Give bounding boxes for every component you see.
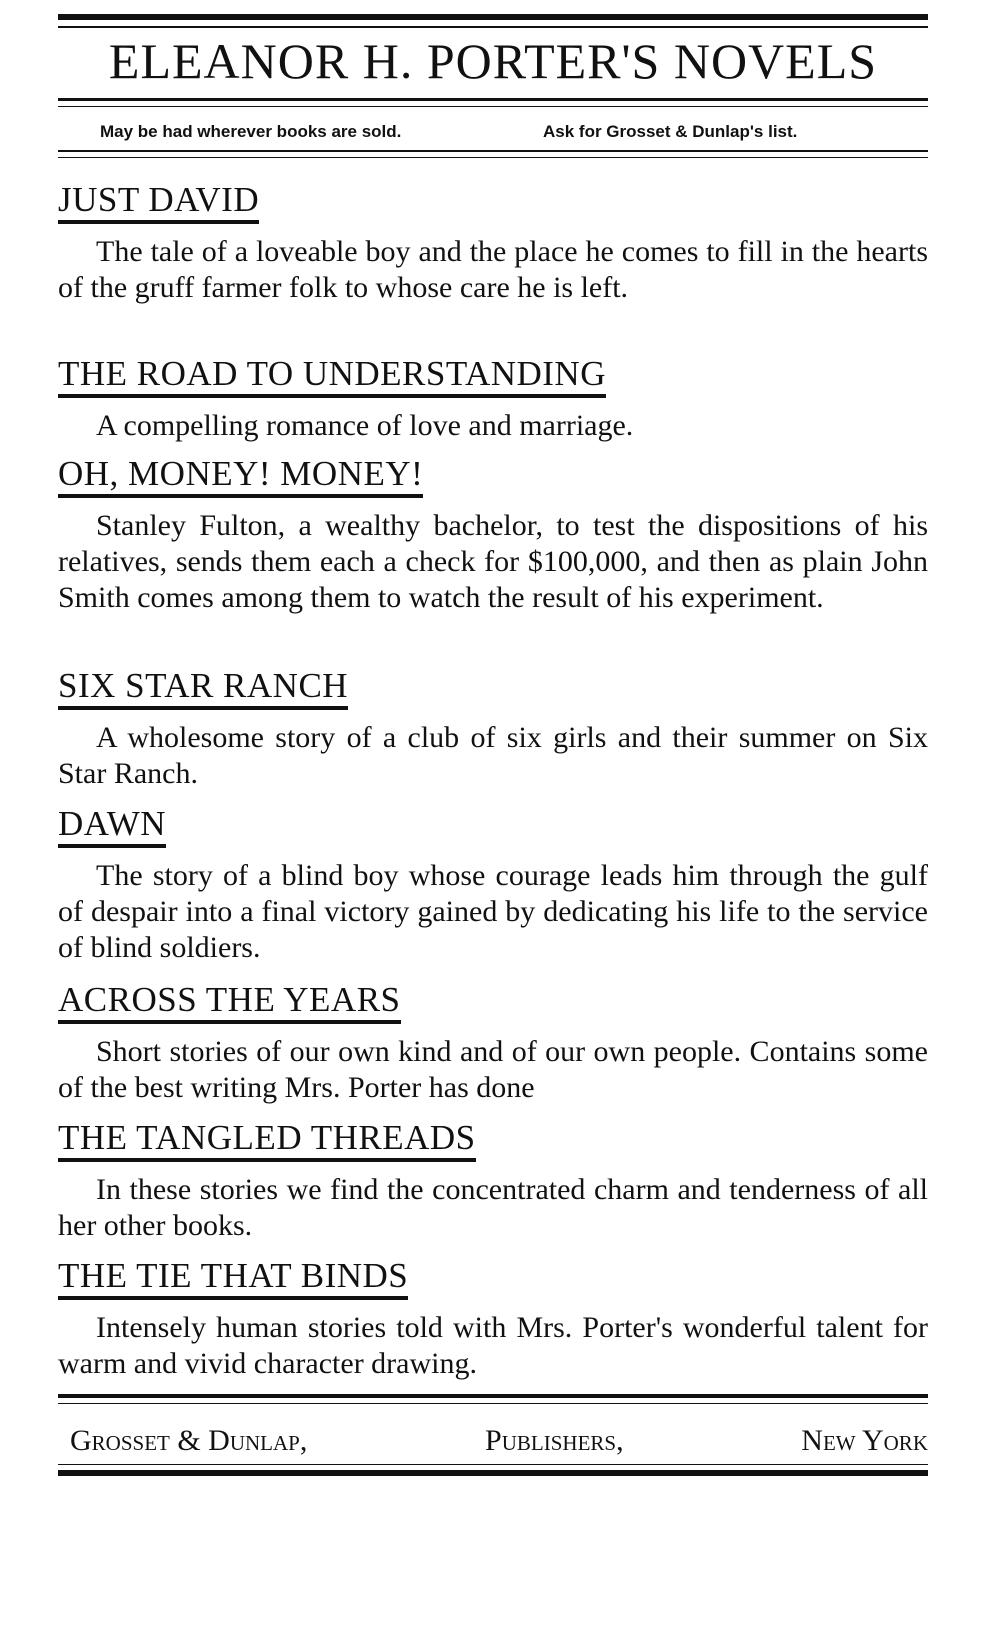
page-title: ELEANOR H. PORTER'S NOVELS — [108, 33, 878, 89]
tagline-rule-thin — [58, 157, 928, 158]
tagline-right: Ask for Grosset & Dunlap's list. — [543, 122, 798, 141]
footer-rule-bottom-thin — [58, 1464, 928, 1465]
title-underline-thin — [58, 106, 928, 107]
top-rule-thick — [58, 14, 928, 20]
publisher-name: Grosset & Dunlap, — [70, 1424, 308, 1457]
book-title: THE TIE THAT BINDS — [58, 1258, 408, 1300]
book-entry-six-star-ranch — [58, 668, 928, 792]
footer-rule-bottom — [58, 1470, 928, 1476]
book-entry-oh-money — [58, 456, 928, 616]
publisher-role: Publishers, — [485, 1424, 624, 1457]
book-title: DAWN — [58, 806, 166, 848]
book-entry-dawn — [58, 806, 928, 966]
book-entry-tangled-threads — [58, 1120, 928, 1244]
book-title: ACROSS THE YEARS — [58, 982, 401, 1024]
publisher-line — [70, 1424, 928, 1458]
book-description: The story of a blind boy whose courage leads him through the gulf of despair into a final victory gained by dedicating his life to the service of blind soldiers. — [58, 858, 928, 964]
publisher-city: New York — [801, 1424, 928, 1457]
book-description: A wholesome story of a club of six girls and their summer on Six Star Ranch. — [58, 720, 928, 790]
book-description: Short stories of our own kind and of our own people. Contains some of the best writing Mrs. Porter has done — [58, 1034, 928, 1104]
book-description: A compelling romance of love and marriage. — [96, 408, 634, 442]
tagline-rule — [58, 150, 928, 152]
book-entry-road-to-understanding — [58, 356, 928, 444]
book-description: Intensely human stories told with Mrs. Porter's wonderful talent for warm and vivid character drawing. — [58, 1310, 928, 1380]
book-description: In these stories we find the concentrated charm and tenderness of all her other books. — [58, 1172, 928, 1242]
book-title: JUST DAVID — [58, 182, 259, 224]
book-entry-tie-that-binds — [58, 1258, 928, 1382]
book-entry-just-david — [58, 182, 928, 306]
title-underline — [58, 98, 928, 101]
book-title: OH, MONEY! MONEY! — [58, 456, 423, 498]
footer-rule-top — [58, 1394, 928, 1398]
tagline-left: May be had wherever books are sold. — [100, 122, 402, 141]
footer-rule-top-thin — [58, 1403, 928, 1404]
book-title: THE ROAD TO UNDERSTANDING — [58, 356, 606, 398]
book-description: Stanley Fulton, a wealthy bachelor, to test the dispositions of his relatives, sends them each a check for $100,000, and then as plain John Smith comes among them to watch the result of his experiment. — [58, 508, 928, 614]
top-rule-thin — [58, 26, 928, 28]
book-description: The tale of a loveable boy and the place he comes to fill in the hearts of the gruff farmer folk to whose care he is left. — [58, 234, 928, 304]
book-title: THE TANGLED THREADS — [58, 1120, 476, 1162]
book-entry-across-the-years — [58, 982, 928, 1106]
book-title: SIX STAR RANCH — [58, 668, 348, 710]
